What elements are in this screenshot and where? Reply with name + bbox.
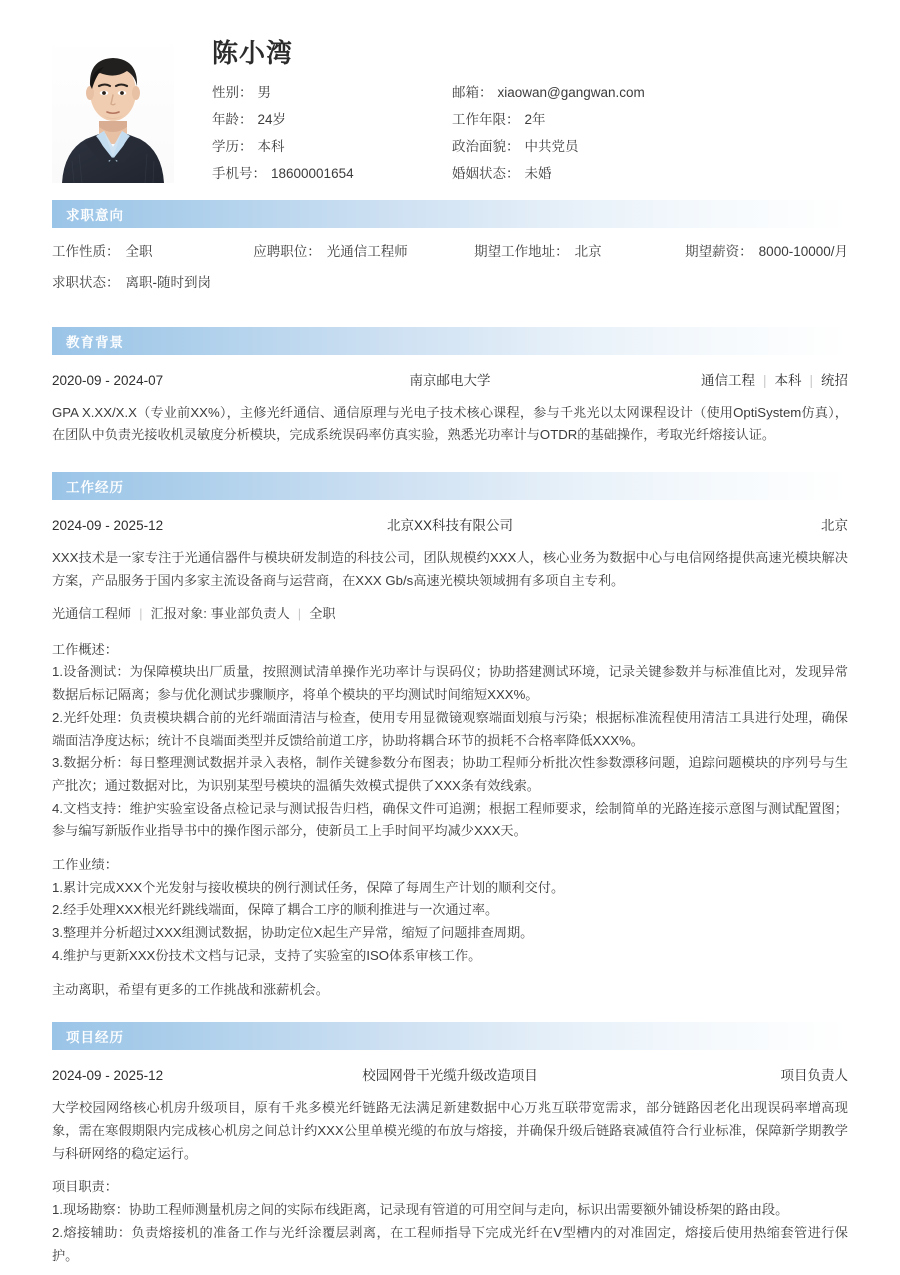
work-achievement-title: 工作业绩： <box>52 857 118 873</box>
list-item: 1.现场勘察：协助工程师测量机房之间的实际布线距离，记录现有管道的可用空间与走向，标识出需要额外铺设桥架的路由段。 <box>52 1202 789 1218</box>
project-date: 2024-09 - 2025-12 <box>52 1068 164 1084</box>
profile-field-email-value: xiaowan@gangwan.com <box>497 84 645 100</box>
section-header-work <box>52 472 848 500</box>
section-title-project: 项目经历 <box>66 1030 124 1046</box>
profile-field-political-label: 政治面貌： <box>452 139 520 155</box>
profile-field-marital <box>452 165 848 183</box>
resume-header <box>0 0 900 200</box>
candidate-name: 陈小湾 <box>212 38 294 68</box>
work-overview-list <box>52 661 848 843</box>
job-intention-nature <box>52 242 253 262</box>
education-tag-admission: 统招 <box>821 372 848 388</box>
profile-field-age <box>212 111 452 129</box>
work-employment-type: 全职 <box>309 606 336 622</box>
separator-icon: | <box>809 372 813 388</box>
header-details <box>174 35 848 183</box>
project-entry-head <box>52 1064 848 1084</box>
profile-field-phone-value: 18600001654 <box>271 166 354 182</box>
education-tag-degree: 本科 <box>774 372 802 388</box>
education-tags <box>648 369 848 389</box>
profile-field-gender-label: 性别： <box>212 84 253 100</box>
profile-field-age-label: 年龄： <box>212 111 253 127</box>
job-intention-location-label: 期望工作地址： <box>474 244 569 259</box>
work-entry-head <box>52 514 848 534</box>
profile-field-age-value: 24岁 <box>257 111 287 127</box>
profile-field-phone <box>212 165 452 183</box>
work-company: 北京XX科技有限公司 <box>386 517 513 533</box>
section-header-project <box>52 1022 848 1050</box>
section-body-job-intention <box>52 228 848 294</box>
work-role-tags <box>52 603 848 625</box>
section-body-work <box>52 500 848 1001</box>
project-duty-list <box>52 1199 848 1267</box>
profile-field-gender <box>212 84 452 102</box>
work-overview-title: 工作概述： <box>52 641 118 657</box>
work-leave-reason: 主动离职，希望有更多的工作挑战和涨薪机会。 <box>52 981 329 997</box>
list-item: 1.设备测试：为保障模块出厂质量，按照测试清单操作光功率计与误码仪；协助搭建测试环境，记录关键参数并与标准值比对，发现异常数据后标记隔离；参与优化测试步骤顺序，将单个模块的平均测试时间缩短XXX%。 <box>52 664 848 703</box>
project-duty-title: 项目职责： <box>52 1179 118 1195</box>
list-item: 4.文档支持：维护实验室设备点检记录与测试报告归档，确保文件可追溯；根据工程师要求，绘制简单的光路连接示意图与测试配置图；参与编写新版作业指导书中的操作图示部分，使新员工上手时间平均减少XXX天。 <box>52 800 848 839</box>
profile-field-marital-label: 婚姻状态： <box>452 166 520 182</box>
list-item: 2.经手处理XXX根光纤跳线端面，保障了耦合工序的顺利推进与一次通过率。 <box>52 902 499 918</box>
job-intention-salary <box>685 242 848 262</box>
job-intention-location-value: 北京 <box>574 244 602 259</box>
section-title-education: 教育背景 <box>66 334 124 350</box>
list-item: 3.整理并分析超过XXX组测试数据，协助定位X起生产异常，缩短了问题排查周期。 <box>52 925 534 941</box>
section-body-project <box>52 1050 848 1267</box>
job-intention-nature-value: 全职 <box>125 244 153 259</box>
job-intention-status-label: 求职状态： <box>52 275 120 291</box>
project-name: 校园网骨干光缆升级改造项目 <box>362 1068 538 1084</box>
education-school: 南京邮电大学 <box>409 372 491 388</box>
list-item: 3.数据分析：每日整理测试数据并录入表格，制作关键参数分布图表；协助工程师分析批次性参数漂移问题，追踪问题模块的序列号与生产批次；通过数据对比，为识别某型号模块的温循失效模式提供了XXX条有效线索。 <box>52 755 848 793</box>
job-intention-row-1 <box>52 242 848 262</box>
profile-field-degree-value: 本科 <box>257 139 285 155</box>
profile-field-email <box>452 84 848 102</box>
profile-field-degree <box>212 138 452 156</box>
profile-field-experience-value: 2年 <box>524 111 546 127</box>
profile-info-grid <box>212 84 848 184</box>
job-intention-salary-value: 8000-10000/月 <box>758 244 848 259</box>
list-item: 2.熔接辅助：负责熔接机的准备工作与光纤涂覆层剥离，在工程师指导下完成光纤在V型槽内的对准固定，熔接后使用热缩套管进行保护。 <box>52 1224 848 1263</box>
job-intention-status-value: 离职-随时到岗 <box>125 275 211 291</box>
profile-field-political-value: 中共党员 <box>524 139 579 155</box>
section-header-job-intention <box>52 200 848 228</box>
work-role-title: 光通信工程师 <box>52 606 132 622</box>
profile-field-gender-value: 男 <box>257 84 271 100</box>
education-entry-head <box>52 369 848 389</box>
work-location: 北京 <box>821 517 848 533</box>
work-company-intro: XXX技术是一家专注于光通信器件与模块研发制造的科技公司，团队规模约XXX人，核心业务为数据中心与电信网络提供高速光模块解决方案，产品服务于国内多家主流设备商与运营商，在XXX Gb/s高速光模块领域拥有多项自主专利。 <box>52 549 848 588</box>
profile-field-political <box>452 138 848 156</box>
education-date: 2020-09 - 2024-07 <box>52 372 164 388</box>
education-tag-major: 通信工程 <box>700 372 755 388</box>
job-intention-position <box>253 242 474 262</box>
job-intention-location <box>474 242 685 262</box>
profile-field-email-label: 邮箱： <box>452 84 493 100</box>
profile-field-degree-label: 学历： <box>212 139 253 155</box>
job-intention-status <box>52 273 211 293</box>
separator-icon: | <box>139 606 143 622</box>
profile-field-phone-label: 手机号： <box>212 166 266 182</box>
work-date: 2024-09 - 2025-12 <box>52 517 164 533</box>
job-intention-position-label: 应聘职位： <box>253 244 321 259</box>
profile-photo <box>52 35 174 183</box>
list-item: 2.光纤处理：负责模块耦合前的光纤端面清洁与检查，使用专用显微镜观察端面划痕与污染；根据标准流程使用清洁工具进行处理，确保端面洁净度达标；统计不良端面类型并反馈给前道工序，协助将耦合环节的损耗不合格率降低XXX%。 <box>52 709 848 748</box>
profile-field-marital-value: 未婚 <box>524 166 552 182</box>
section-header-education <box>52 327 848 355</box>
separator-icon: | <box>297 606 302 622</box>
section-title-work: 工作经历 <box>66 479 124 495</box>
job-intention-position-value: 光通信工程师 <box>326 244 408 259</box>
profile-photo-illustration <box>52 35 174 183</box>
separator-icon: | <box>762 372 767 388</box>
list-item: 4.维护与更新XXX份技术文档与记录，支持了实验室的ISO体系审核工作。 <box>52 947 482 963</box>
project-description: 大学校园网络核心机房升级项目，原有千兆多模光纤链路无法满足新建数据中心万兆互联带宽需求，部分链路因老化出现误码率增高现象，需在寒假期限内完成核心机房之间总计约XXX公里单模光缆的布放与熔接，并确保升级后链路衰减值符合行业标准，保障新学期教学与科研网络的稳定运行。 <box>52 1100 848 1161</box>
job-intention-nature-label: 工作性质： <box>52 244 120 259</box>
work-report-to: 汇报对象: 事业部负责人 <box>150 606 290 622</box>
job-intention-row-2 <box>52 273 848 293</box>
work-achievement-list <box>52 877 848 968</box>
education-description: GPA X.XX/X.X（专业前XX%），主修光纤通信、通信原理与光电子技术核心课程，参与千兆光以太网课程设计（使用OptiSystem仿真），在团队中负责光接收机灵敏度分析模块，完成系统误码率仿真实验，熟悉光功率计与OTDR的基础操作，考取光纤熔接认证。 <box>52 404 848 443</box>
section-body-education <box>52 355 848 447</box>
project-role: 项目负责人 <box>780 1068 848 1084</box>
list-item: 1.累计完成XXX个光发射与接收模块的例行测试任务，保障了每周生产计划的顺利交付。 <box>52 879 565 895</box>
profile-field-experience-label: 工作年限： <box>452 111 520 127</box>
job-intention-salary-label: 期望薪资： <box>685 244 753 259</box>
section-title-job-intention: 求职意向 <box>66 208 124 223</box>
profile-field-experience <box>452 111 848 129</box>
